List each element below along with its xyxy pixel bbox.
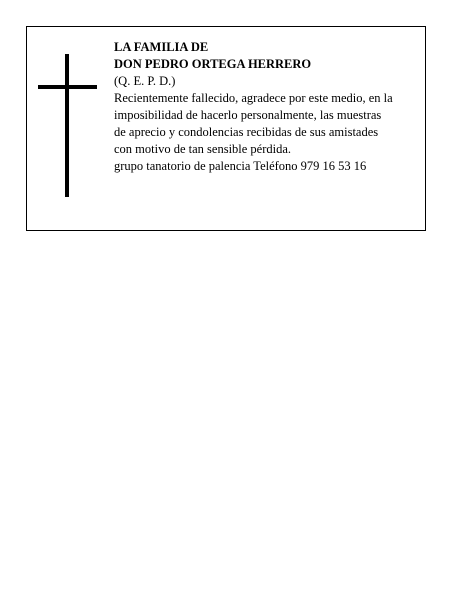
notice-text: [114, 39, 424, 175]
notice-rip: (Q. E. P. D.): [114, 74, 176, 88]
obituary-notice: [26, 26, 426, 231]
notice-body-line: imposibilidad de hacerlo personalmente, las muestras: [114, 108, 382, 122]
cross-horizontal-bar: [38, 85, 97, 89]
notice-body-line: con motivo de tan sensible pérdida.: [114, 142, 292, 156]
notice-heading-name: DON PEDRO ORTEGA HERRERO: [114, 57, 312, 71]
cross-vertical-bar: [65, 54, 69, 197]
notice-contact: grupo tanatorio de palencia Teléfono 979 16 53 16: [114, 159, 367, 173]
notice-heading-family: LA FAMILIA DE: [114, 40, 209, 54]
notice-body-line: de aprecio y condolencias recibidas de sus amistades: [114, 125, 379, 139]
notice-body-line: Recientemente fallecido, agradece por este medio, en la: [114, 91, 393, 105]
